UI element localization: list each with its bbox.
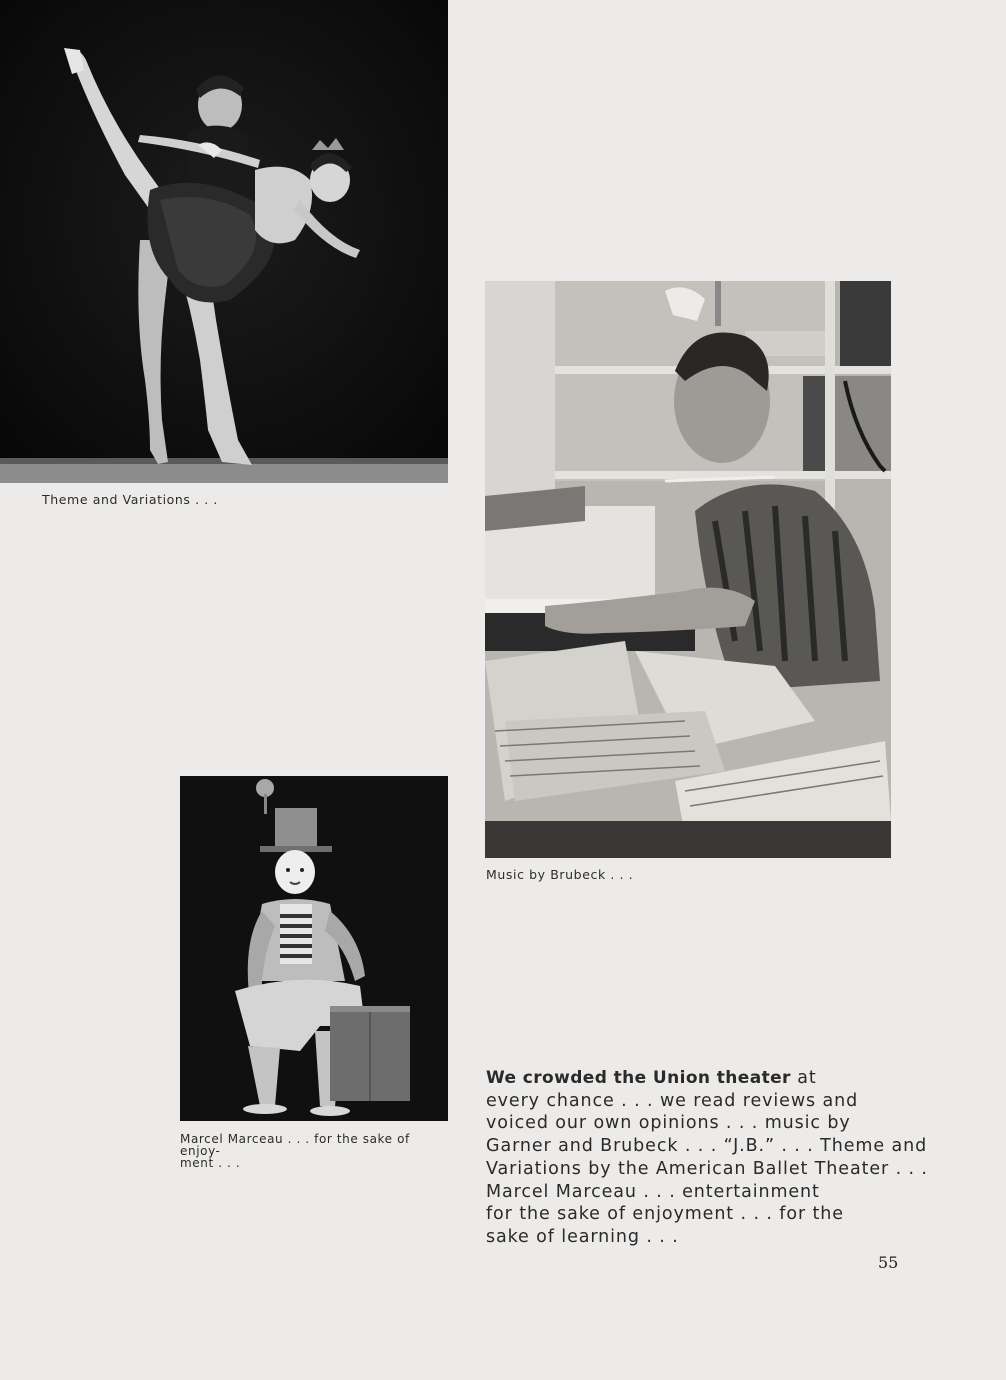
marceau-photo — [180, 776, 448, 1121]
body-line-3: voiced our own opinions . . . music by — [486, 1113, 851, 1134]
marceau-caption-line-2: ment . . . — [180, 1156, 241, 1170]
body-line-6: Marcel Marceau . . . entertainment — [486, 1181, 820, 1202]
body-paragraph — [486, 1067, 928, 1249]
body-line-5: Variations by the American Ballet Theater . . . — [486, 1158, 928, 1179]
page-number: 55 — [878, 1253, 899, 1272]
lead-in: We crowded the Union theater — [486, 1068, 791, 1088]
body-line-1 — [486, 1067, 896, 1090]
ballet-photo — [0, 0, 448, 483]
brubeck-caption: Music by Brubeck . . . — [486, 867, 634, 882]
marceau-caption-line-1: Marcel Marceau . . . for the sake of enjoy- — [180, 1132, 410, 1158]
body-line-2: every chance . . . we read reviews and — [486, 1090, 859, 1111]
lead-tail: at — [797, 1068, 817, 1088]
marceau-caption — [180, 1133, 452, 1169]
ballet-caption: Theme and Variations . . . — [42, 492, 218, 507]
body-line-7: for the sake of enjoyment . . . for the — [486, 1204, 844, 1225]
body-line-4: Garner and Brubeck . . . “J.B.” . . . Theme and — [486, 1136, 928, 1157]
brubeck-photo — [485, 281, 891, 858]
body-line-8: sake of learning . . . — [486, 1226, 679, 1247]
